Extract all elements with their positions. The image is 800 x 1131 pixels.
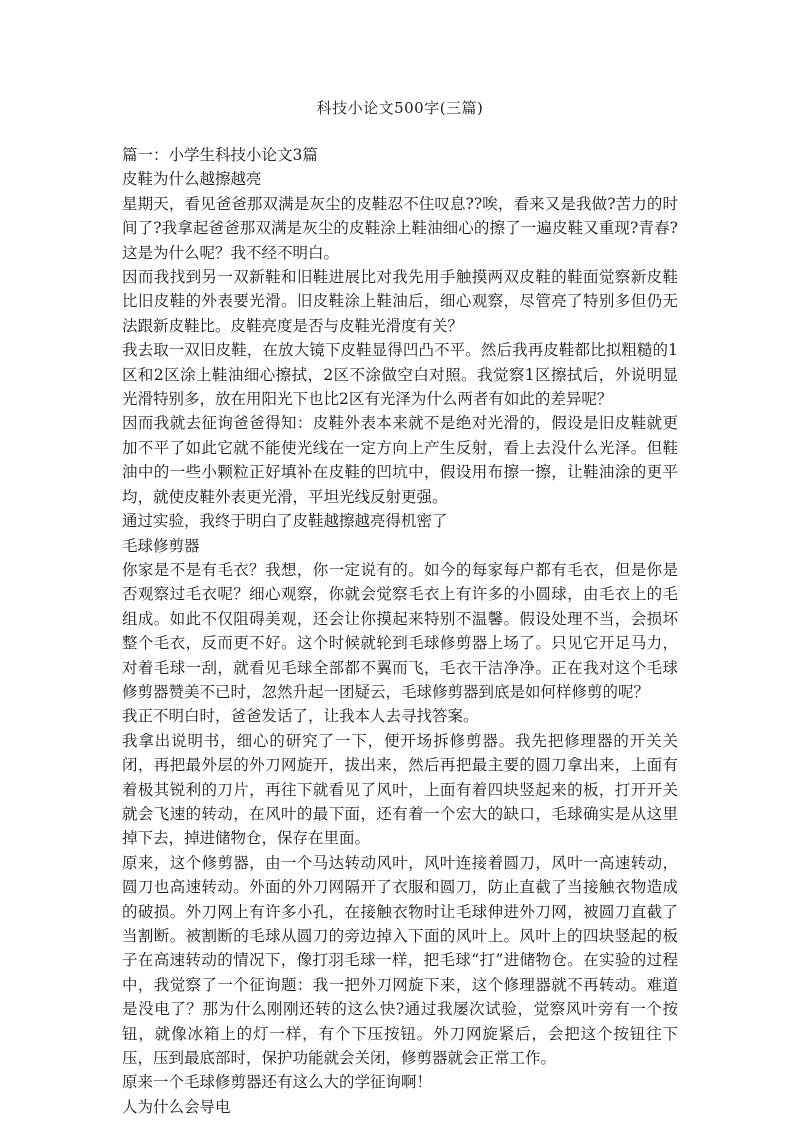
body-paragraph: 通过实验，我终于明白了皮鞋越擦越亮得机密了: [122, 512, 448, 531]
section-heading: 篇一：小学生科技小论文3篇: [122, 146, 318, 164]
body-paragraph: 你家是不是有毛衣？我想，你一定说有的。如今的每家每户都有毛衣，但是你是否观察过毛衣呢？细心观察，你就会觉察毛衣上有许多的小圆球，由毛衣上的毛组成。如此不仅阻碍美观，还会让你摸起来特别不温馨。假设处理不当，会损坏整个毛衣，反而更不好。这个时候就轮到毛球修剪器上场了。只见它开足马力，对着毛球一刮，就看见毛球全部都不翼而飞，毛衣干洁净净。正在我对这个毛球修剪器赞美不已时，忽然升起一团疑云，毛球修剪器到底是如何样修剪的呢？: [122, 560, 678, 701]
document-title: 科技小论文500字(三篇): [316, 99, 484, 117]
document-body: [122, 143, 678, 1119]
subsection-heading: 毛球修剪器: [122, 536, 200, 555]
subsection-heading: 皮鞋为什么越擦越亮: [122, 170, 262, 189]
body-paragraph: 因而我就去征询爸爸得知：皮鞋外表本来就不是绝对光滑的，假设是旧皮鞋就更加不平了如此它就不能使光线在一定方向上产生反射，看上去没什么光泽。但鞋油中的一些小颗粒正好填补在皮鞋的凹坑中，假设用布擦一擦，让鞋油涂的更平均，就使皮鞋外表更光滑，平坦光线反射更强。: [122, 414, 678, 506]
body-paragraph: 因而我找到另一双新鞋和旧鞋进展比对我先用手触摸两双皮鞋的鞋面觉察新皮鞋比旧皮鞋的外表要光滑。旧皮鞋涂上鞋油后，细心观察，尽管亮了特别多但仍无法跟新皮鞋比。皮鞋亮度是否与皮鞋光滑度有关？: [122, 268, 678, 335]
body-paragraph: 我去取一双旧皮鞋，在放大镜下皮鞋显得凹凸不平。然后我再皮鞋都比拟粗糙的1区和2区涂上鞋油细心擦拭，2区不涂做空白对照。我觉察1区擦拭后，外说明显光滑特别多，放在用阳光下也比2区有光泽为什么两者有如此的差异呢？: [122, 341, 678, 409]
body-paragraph: 星期天，看见爸爸那双满是灰尘的皮鞋忍不住叹息??唉，看来又是我做?苦力的时间了?我拿起爸爸那双满是灰尘的皮鞋涂上鞋油细心的擦了一遍皮鞋又重现?青春?这是为什么呢？我不经不明白。: [122, 194, 678, 262]
subsection-heading: 人为什么会导电: [122, 1097, 231, 1116]
body-paragraph: 我正不明白时，爸爸发话了，让我本人去寻找答案。: [122, 707, 479, 726]
body-paragraph: 原来，这个修剪器，由一个马达转动风叶，风叶连接着圆刀，风叶一高速转动，圆刀也高速转动。外面的外刀网隔开了衣服和圆刀，防止直截了当接触衣物造成的破损。外刀网上有许多小孔，在接触衣物时让毛球伸进外刀网，被圆刀直截了当割断。被割断的毛球从圆刀的旁边掉入下面的风叶上。风叶上的四块竖起的板子在高速转动的情况下，像打羽毛球一样，把毛球“打”进储物仓。在实验的过程中，我觉察了一个征询题：我一把外刀网旋下来，这个修理器就不再转动。难道是没电了？那为什么刚刚还转的这么快?通过我屡次试验，觉察风叶旁有一个按钮，就像冰箱上的灯一样，有个下压按钮。外刀网旋紧后，会把这个按钮往下压，压到最底部时，保护功能就会关闭，修剪器就会正常工作。: [122, 853, 678, 1068]
body-paragraph: 我拿出说明书，细心的研究了一下，便开场拆修剪器。我先把修理器的开关关闭，再把最外层的外刀网旋开，拔出来，然后再把最主要的圆刀拿出来，上面有着极其锐利的刀片，再往下就看见了风叶，上面有着四块竖起来的板，打开开关就会飞速的转动，在风叶的最下面，还有着一个宏大的缺口，毛球确实是从这里掉下去，掉进储物仓，保存在里面。: [122, 731, 678, 848]
body-paragraph: 原来一个毛球修剪器还有这么大的学征询啊！: [122, 1073, 433, 1092]
